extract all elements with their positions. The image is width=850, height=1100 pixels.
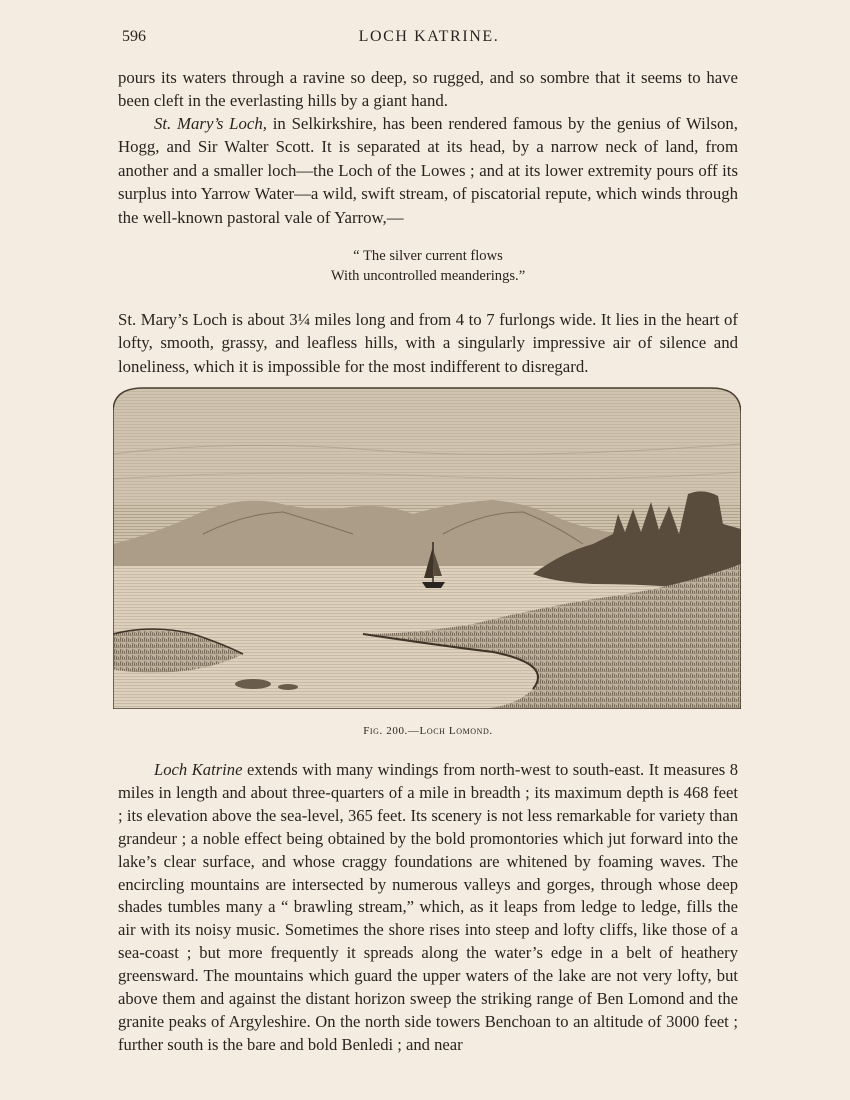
page-number: 596 bbox=[122, 28, 146, 45]
running-title: LOCH KATRINE. bbox=[358, 28, 500, 45]
page-header bbox=[118, 28, 740, 52]
figure-number: Fig. 200.— bbox=[363, 725, 420, 737]
paragraph-dimensions: St. Mary’s Loch is about 3¼ miles long and from 4 to 7 furlongs wide. It lies in the heart of lofty, smooth, grassy, and leafless hills, with a singularly impressive air of silence and loneliness, which it is impossible for the most indifferent to disregard. bbox=[118, 310, 738, 376]
st-marys-loch-term: St. Mary’s Loch, bbox=[154, 114, 267, 133]
paragraph-text: in Selkirkshire, has been rendered famous by the genius of Wilson, Hogg, and Sir Walter Scott. It is separated at its head, by a narrow neck of land, from another and a smaller loch—the Loch of the Lowes ; and at its lower extremity pours off its surplus into Yarrow Water—a wild, swift stream, of piscatorial repute, which winds through the well-known pastoral vale of Yarrow,— bbox=[118, 114, 739, 227]
verse-line-2: With uncontrolled meanderings.” bbox=[330, 268, 526, 284]
paragraph-continued: pours its waters through a ravine so deep, so rugged, and so sombre that it seems to have been cleft in the everlasting hills by a giant hand. bbox=[118, 68, 738, 111]
paragraph-st-marys-loch bbox=[118, 112, 738, 229]
engraving-figure bbox=[113, 384, 741, 709]
loch-lomond-engraving bbox=[113, 384, 741, 709]
figure-title: Loch Lomond. bbox=[419, 725, 493, 737]
figure-caption bbox=[118, 725, 738, 737]
verse-quotation bbox=[118, 246, 738, 286]
paragraph-text: extends with many windings from north-west to south-east. It measures 8 miles in length and about three-quarters of a mile in breadth ; its maximum depth is 468 feet ; its elevation above the sea-level, 365 feet. Its scenery is not less remarkable for variety than grandeur ; a noble effect being obtained by the bold promontories which jut forward into the lake’s clear surface, and whose craggy foundations are whitened by foaming waves. The encircling mountains are intersected by numerous valleys and gorges, through whose deep shades tumbles many a “ brawling stream,” which, as it leaps from ledge to ledge, fills the air with its noisy music. Sometimes the shore rises into steep and lofty cliffs, like those of a sea-coast ; but more frequently it spreads along the water’s edge in a belt of heathery greensward. The mountains which guard the upper waters of the lake are not very lofty, but above them and against the distant horizon sweep the striking range of Ben Lomond and the granite peaks of Argyleshire. On the north side towers Benchoan to an altitude of 3000 feet ; further south is the bare and bold Benledi ; and near bbox=[118, 760, 738, 1054]
verse-line-1: “ The silver current flows bbox=[353, 248, 503, 264]
paragraph-loch-katrine bbox=[118, 759, 738, 1057]
loch-katrine-term: Loch Katrine bbox=[154, 760, 243, 779]
